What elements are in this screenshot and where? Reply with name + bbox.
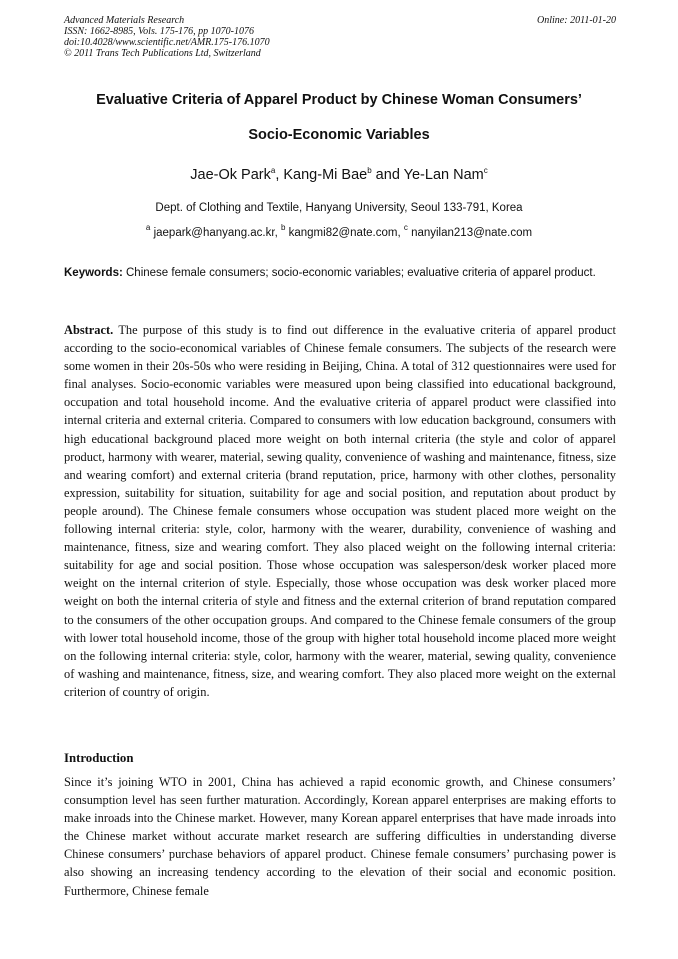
email-separator: ,	[397, 227, 404, 239]
paper-title-line-1: Evaluative Criteria of Apparel Product by Chinese Woman Consumers’	[96, 92, 582, 108]
email-address[interactable]: nanyilan213@nate.com	[411, 227, 533, 239]
email-address[interactable]: kangmi82@nate.com	[288, 227, 398, 239]
paper-title-line-2: Socio-Economic Variables	[248, 127, 430, 143]
keywords-paragraph	[64, 264, 616, 282]
author-list	[40, 167, 638, 183]
author-name: Jae-Ok Park	[190, 167, 271, 183]
doi-line: doi:10.4028/www.scientific.net/AMR.175-176.1070	[64, 37, 270, 48]
keywords-text: Chinese female consumers; socio-economic variables; evaluative criteria of apparel product.	[126, 267, 596, 279]
author-mark: c	[483, 166, 488, 175]
abstract-paragraph	[64, 321, 616, 701]
introduction-paragraph: Since it’s joining WTO in 2001, China has achieved a rapid economic growth, and Chinese consumers’ consumption level has seen further maturation. Accordingly, Korean apparel enterprises are making efforts to make inroads into the Chinese market. However, many Korean apparel enterprises that have made inroads into the Chinese market without accurate market research are suffering difficulties in understanding diverse Chinese consumers’ purchase behaviors of apparel product. Chinese female consumers’ purchasing power is also showing an increasing tendency according to the elevation of their social and economic position. Furthermore, Chinese female	[64, 775, 616, 898]
email-mark: a	[145, 223, 151, 232]
author-separator: ,	[275, 167, 284, 183]
online-date: Online: 2011-01-20	[537, 15, 616, 26]
journal-header	[64, 15, 616, 59]
email-mark: b	[280, 223, 286, 232]
email-list	[40, 223, 638, 239]
introduction-heading: Introduction	[64, 751, 134, 765]
affiliation: Dept. of Clothing and Textile, Hanyang University, Seoul 133-791, Korea	[155, 202, 523, 214]
email-address[interactable]: jaepark@hanyang.ac.kr	[153, 227, 275, 239]
author-mark: a	[270, 166, 276, 175]
issn-line: ISSN: 1662-8985, Vols. 175-176, pp 1070-1076	[64, 26, 254, 37]
email-mark: c	[403, 223, 408, 232]
author-name: Ye-Lan Nam	[403, 167, 484, 183]
copyright-line: © 2011 Trans Tech Publications Ltd, Switzerland	[64, 48, 261, 59]
journal-name: Advanced Materials Research	[64, 15, 185, 26]
abstract-label: Abstract.	[64, 323, 114, 337]
author-separator: and	[371, 167, 404, 183]
keywords-label: Keywords:	[64, 267, 123, 279]
abstract-text: The purpose of this study is to find out difference in the evaluative criteria of apparel product according to the socio-economical variables of Chinese female consumers. The subjects of the research were some women in their 20s-50s who were residing in Beijing, China. A total of 312 questionnaires were used for final analyses. Socio-economic variables were measured upon being classified into educational background, occupation and total household income. And the evaluative criteria of apparel product were classified into internal criteria and external criteria. Compared to consumers with low education background, consumers with high educational background placed more weight on both internal criteria (the style and color of apparel product, harmony with wearer, material, sewing quality, convenience of washing and maintenance, fitness, size and wearing comfort) and external criteria (brand reputation, price, harmony with other clothes, personality expression, suitability for situation, suitability for age and social position, and reputation about product by people around). The Chinese female consumers whose occupation was student placed more weight on the following internal criteria: style, color, harmony with the wearer, durability, convenience of washing and maintenance, fitness, size and wearing comfort. They also placed weight on the following internal criteria: suitability for age and social position. Those whose occupation was salesperson/desk worker placed more weight on the internal criterion of style. Especially, those whose occupation was desk worker placed more weight on both the internal criteria of style and fitness and the external criterion of brand reputation compared to the consumers of the other occupation groups. And compared to the Chinese female consumers of the group with lower total household income, those of the group with higher total household income placed more weight on the following internal criteria: style, color, harmony with the wearer, material, sewing quality, convenience of washing and maintenance, fitness, size, and wearing comfort. They also placed more weight on the external criterion of country of origin.	[64, 323, 616, 699]
author-name: Kang-Mi Bae	[283, 167, 368, 183]
author-mark: b	[367, 166, 372, 175]
email-separator: ,	[274, 227, 281, 239]
